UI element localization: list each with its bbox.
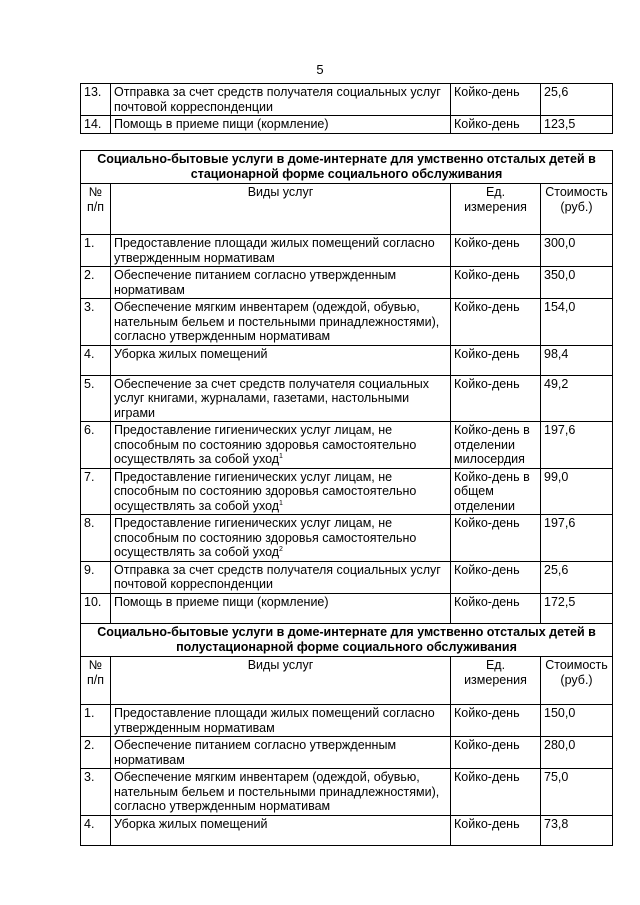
header-num: № п/п [81,657,111,705]
table-row [81,815,613,845]
table-row [81,769,613,816]
header-num: № п/п [81,184,111,235]
header-service: Виды услуг [111,184,451,235]
service-name: Предоставление площади жилых помещений согласно утвержденным нормативам [111,235,451,267]
service-name: Отправка за счет средств получателя социальных услуг почтовой корреспонденции [111,561,451,593]
header-cost: Стоимость (руб.) [541,657,613,705]
unit: Койко-день [451,737,541,769]
header-service: Виды услуг [111,657,451,705]
table-row [81,468,613,515]
table-row [81,705,613,737]
table-row [81,515,613,562]
service-name: Помощь в приеме пищи (кормление) [111,593,451,623]
cost: 154,0 [541,299,613,346]
service-name: Обеспечение питанием согласно утвержденным нормативам [111,267,451,299]
unit: Койко-день [451,515,541,562]
header-cost: Стоимость (руб.) [541,184,613,235]
table-row [81,116,613,134]
row-number: 4. [81,815,111,845]
cost: 25,6 [541,84,613,116]
row-number: 5. [81,375,111,422]
cost: 300,0 [541,235,613,267]
table-row [81,737,613,769]
row-number: 2. [81,737,111,769]
unit: Койко-день в общем отделении [451,468,541,515]
row-number: 3. [81,769,111,816]
cost: 98,4 [541,345,613,375]
cost: 172,5 [541,593,613,623]
table-row [81,561,613,593]
cost: 75,0 [541,769,613,816]
unit: Койко-день [451,299,541,346]
table-row [81,235,613,267]
service-name: Помощь в приеме пищи (кормление) [111,116,451,134]
unit: Койко-день [451,705,541,737]
service-name: Предоставление гигиенических услуг лицам, не способным по состоянию здоровья самостоятельно осуществлять за собой уход$^2$ [111,515,451,562]
row-number: 7. [81,468,111,515]
table-title: Социально-бытовые услуги в доме-интернате для умственно отсталых детей в стационарной форме социального обслуживания [81,151,613,184]
unit: Койко-день [451,235,541,267]
unit: Койко-день [451,267,541,299]
unit: Койко-день [451,815,541,845]
services-table-continued [80,83,613,134]
table-title: Социально-бытовые услуги в доме-интернате для умственно отсталых детей в полустационарной форме социального обслуживания [81,624,613,657]
cost: 123,5 [541,116,613,134]
cost: 49,2 [541,375,613,422]
service-name: Предоставление гигиенических услуг лицам, не способным по состоянию здоровья самостоятельно осуществлять за собой уход$^1$ [111,468,451,515]
service-name: Предоставление площади жилых помещений согласно утвержденным нормативам [111,705,451,737]
unit: Койко-день [451,375,541,422]
unit: Койко-день [451,84,541,116]
row-number: 10. [81,593,111,623]
service-name: Обеспечение за счет средств получателя социальных услуг книгами, журналами, газетами, настольными играми [111,375,451,422]
table-row [81,375,613,422]
table-row [81,593,613,623]
unit: Койко-день [451,345,541,375]
unit: Койко-день в отделении милосердия [451,422,541,469]
cost: 350,0 [541,267,613,299]
table-row [81,299,613,346]
services-table-stationary [80,150,613,624]
service-name: Обеспечение мягким инвентарем (одеждой, обувью, нательным бельем и постельными принадлежностями), согласно утвержденным нормативам [111,769,451,816]
header-row [81,184,613,235]
row-number: 4. [81,345,111,375]
row-number: 6. [81,422,111,469]
unit: Койко-день [451,561,541,593]
service-name: Уборка жилых помещений [111,815,451,845]
services-table-semistationary [80,623,613,846]
unit: Койко-день [451,593,541,623]
table-row [81,345,613,375]
unit: Койко-день [451,116,541,134]
cost: 280,0 [541,737,613,769]
service-name: Обеспечение мягким инвентарем (одеждой, обувью, нательным бельем и постельными принадлежностями), согласно утвержденным нормативам [111,299,451,346]
footnote-mark: 1 [279,452,283,460]
footnote-mark: 2 [279,545,283,553]
service-name: Уборка жилых помещений [111,345,451,375]
header-row [81,657,613,705]
row-number: 1. [81,705,111,737]
row-number: 2. [81,267,111,299]
header-unit: Ед. измерения [451,657,541,705]
cost: 150,0 [541,705,613,737]
row-number: 13. [81,84,111,116]
unit: Койко-день [451,769,541,816]
row-number: 9. [81,561,111,593]
service-name: Отправка за счет средств получателя социальных услуг почтовой корреспонденции [111,84,451,116]
row-number: 3. [81,299,111,346]
footnote-mark: 1 [279,499,283,507]
page-number: 5 [316,62,324,77]
service-name: Обеспечение питанием согласно утвержденным нормативам [111,737,451,769]
row-number: 8. [81,515,111,562]
header-unit: Ед. измерения [451,184,541,235]
cost: 25,6 [541,561,613,593]
table-row [81,422,613,469]
cost: 197,6 [541,515,613,562]
cost: 197,6 [541,422,613,469]
row-number: 14. [81,116,111,134]
cost: 99,0 [541,468,613,515]
table-row [81,267,613,299]
table-row [81,84,613,116]
cost: 73,8 [541,815,613,845]
row-number: 1. [81,235,111,267]
service-name: Предоставление гигиенических услуг лицам, не способным по состоянию здоровья самостоятельно осуществлять за собой уход$^1$ [111,422,451,469]
